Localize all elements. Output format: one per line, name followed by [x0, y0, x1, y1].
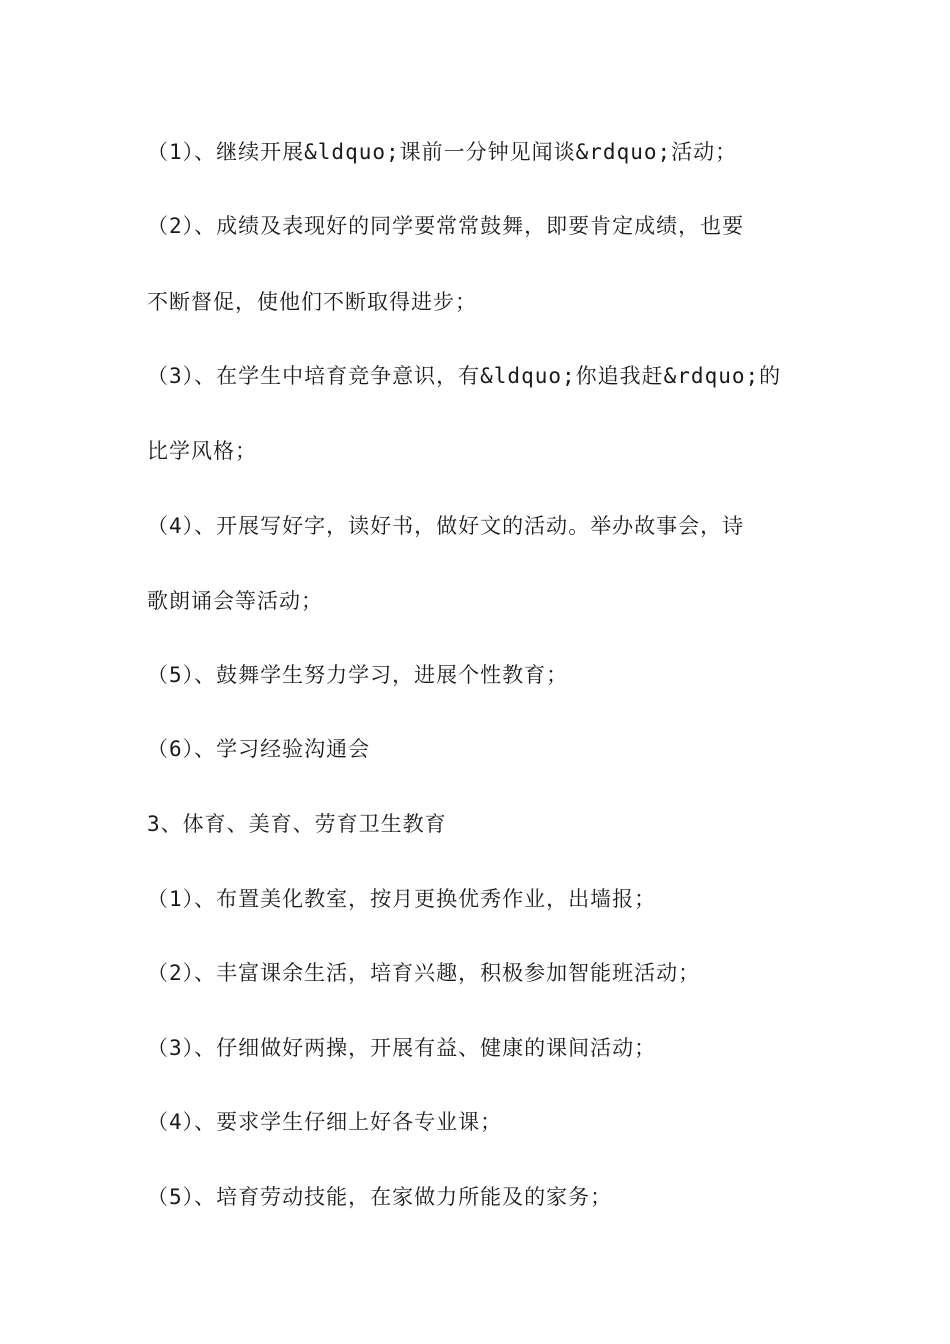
text-line: （4）、开展写好字，读好书，做好文的活动。举办故事会，诗	[147, 514, 745, 538]
text-line: （5）、培育劳动技能，在家做力所能及的家务；	[147, 1185, 613, 1209]
text-line: （1）、继续开展&ldquo;课前一分钟见闻谈&rdquo;活动；	[147, 140, 738, 164]
text-line: （3）、在学生中培育竞争意识，有&ldquo;你追我赶&rdquo;的	[147, 364, 782, 388]
text-line: （4）、要求学生仔细上好各专业课；	[147, 1110, 503, 1134]
section-heading: 3、体育、美育、劳育卫生教育	[147, 812, 447, 836]
text-line: （6）、学习经验沟通会	[147, 737, 371, 761]
text-line: 歌朗诵会等活动；	[147, 589, 323, 613]
text-line: （2）、成绩及表现好的同学要常常鼓舞，即要肯定成绩，也要	[147, 214, 745, 238]
text-line: （1）、布置美化教室，按月更换优秀作业，出墙报；	[147, 887, 657, 911]
text-line: 比学风格；	[147, 439, 257, 463]
text-line: 不断督促，使他们不断取得进步；	[147, 290, 477, 314]
text-line: （2）、丰富课余生活，培育兴趣，积极参加智能班活动；	[147, 961, 701, 985]
text-line: （3）、仔细做好两操，开展有益、健康的课间活动；	[147, 1036, 657, 1060]
text-line: （5）、鼓舞学生努力学习，进展个性教育；	[147, 663, 569, 687]
